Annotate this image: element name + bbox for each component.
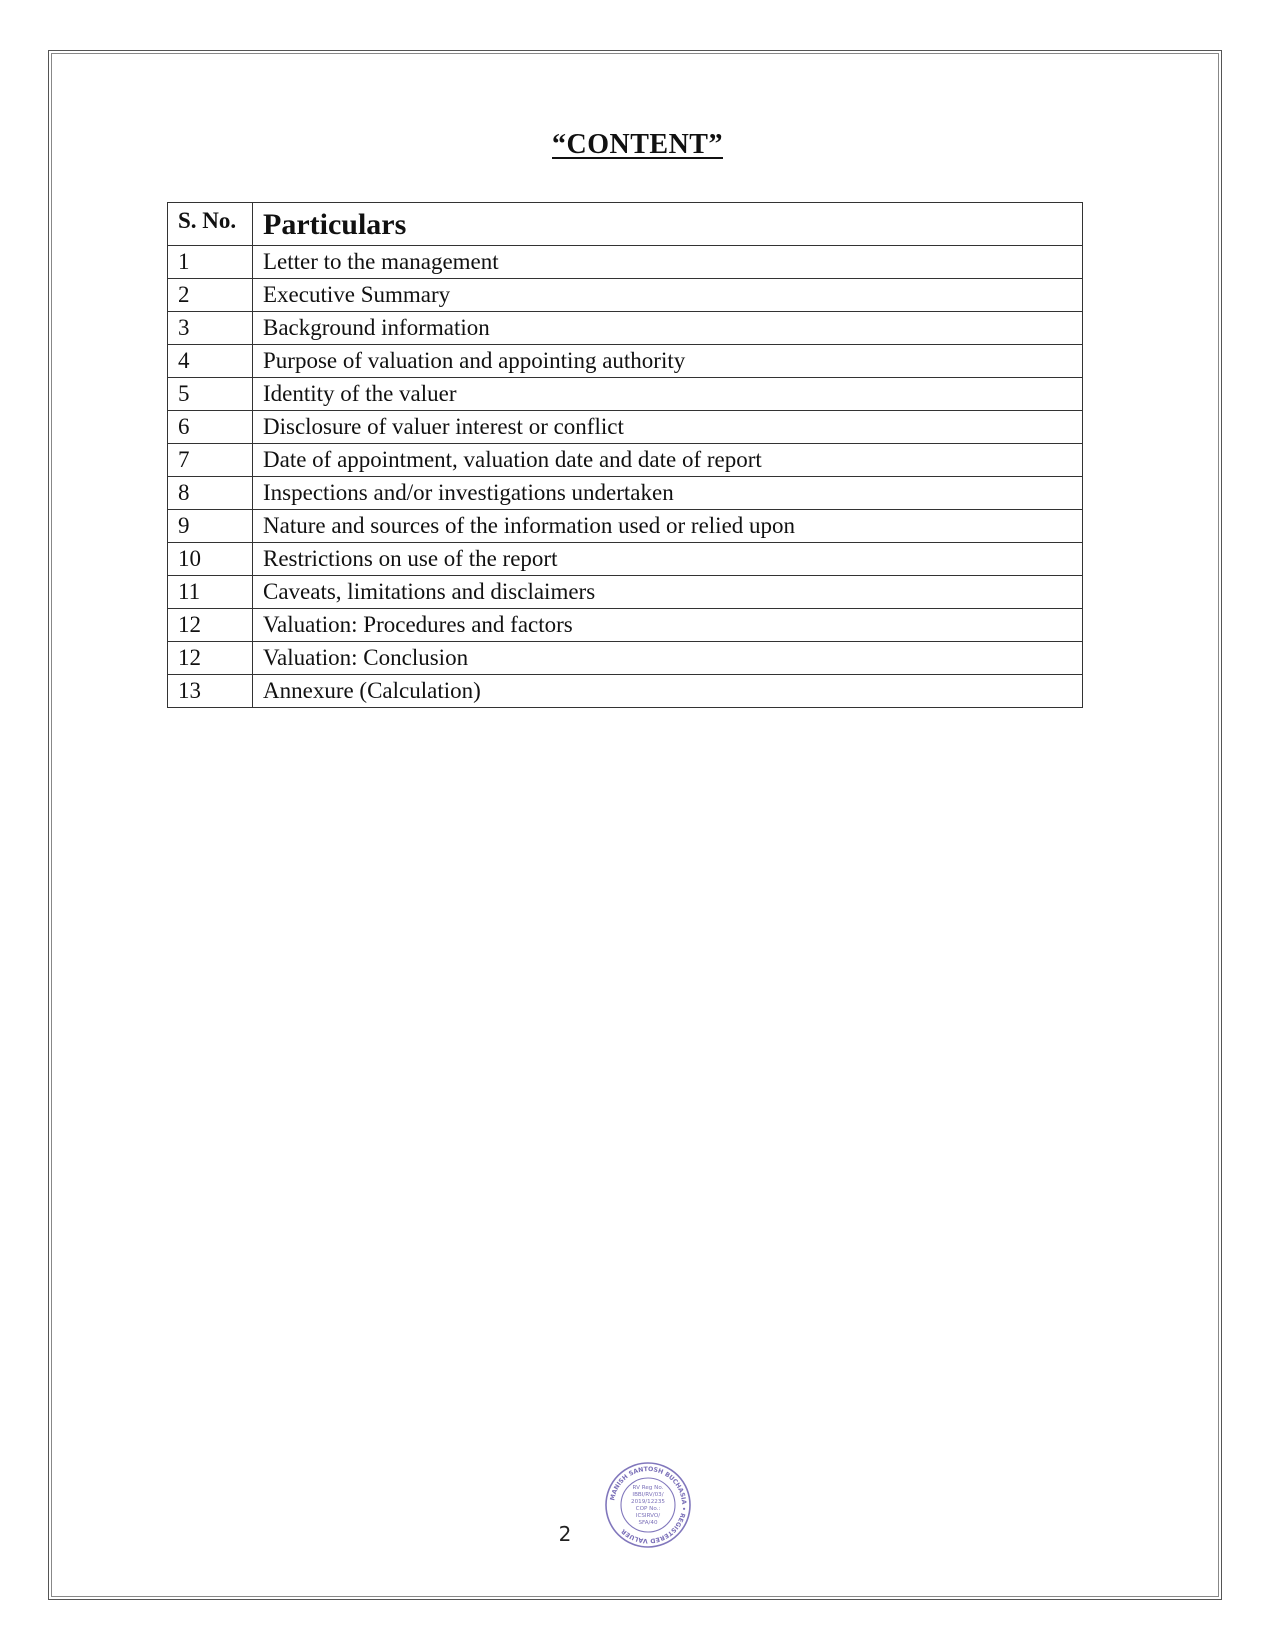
row-serial-number: 9 bbox=[168, 510, 253, 543]
page-number: 2 bbox=[558, 1522, 572, 1546]
table-row bbox=[168, 411, 1083, 444]
row-particular: Purpose of valuation and appointing authority bbox=[253, 345, 1083, 378]
row-serial-number: 3 bbox=[168, 312, 253, 345]
stamp-line: ICSIRVO/ bbox=[635, 1513, 661, 1519]
row-serial-number: 13 bbox=[168, 675, 253, 708]
header-particulars: Particulars bbox=[253, 203, 1083, 246]
row-serial-number: 8 bbox=[168, 477, 253, 510]
row-particular: Inspections and/or investigations undertaken bbox=[253, 477, 1083, 510]
stamp-line: RV Reg No. bbox=[632, 1485, 664, 1491]
row-particular: Executive Summary bbox=[253, 279, 1083, 312]
table-row bbox=[168, 378, 1083, 411]
table-row bbox=[168, 477, 1083, 510]
row-serial-number: 10 bbox=[168, 543, 253, 576]
stamp-line: COP No.: bbox=[635, 1506, 661, 1512]
row-serial-number: 6 bbox=[168, 411, 253, 444]
table-row bbox=[168, 675, 1083, 708]
row-particular: Letter to the management bbox=[253, 246, 1083, 279]
table-row bbox=[168, 642, 1083, 675]
row-serial-number: 4 bbox=[168, 345, 253, 378]
row-serial-number: 12 bbox=[168, 642, 253, 675]
row-serial-number: 7 bbox=[168, 444, 253, 477]
page-title: “CONTENT” bbox=[552, 129, 723, 160]
row-serial-number: 5 bbox=[168, 378, 253, 411]
table-row bbox=[168, 609, 1083, 642]
row-serial-number: 11 bbox=[168, 576, 253, 609]
row-particular: Nature and sources of the information used or relied upon bbox=[253, 510, 1083, 543]
row-particular: Annexure (Calculation) bbox=[253, 675, 1083, 708]
stamp-line: 2019/12235 bbox=[631, 1499, 665, 1505]
table-row bbox=[168, 444, 1083, 477]
contents-table bbox=[167, 202, 1083, 708]
table-row bbox=[168, 510, 1083, 543]
table-row bbox=[168, 312, 1083, 345]
row-particular: Valuation: Conclusion bbox=[253, 642, 1083, 675]
row-particular: Disclosure of valuer interest or conflict bbox=[253, 411, 1083, 444]
row-serial-number: 2 bbox=[168, 279, 253, 312]
row-particular: Restrictions on use of the report bbox=[253, 543, 1083, 576]
table-row bbox=[168, 279, 1083, 312]
table-row bbox=[168, 543, 1083, 576]
header-serial-number: S. No. bbox=[168, 203, 253, 246]
stamp-line: IBBI/RV/03/ bbox=[632, 1492, 664, 1498]
table-row bbox=[168, 246, 1083, 279]
table-row bbox=[168, 576, 1083, 609]
stamp-line: SFA/40 bbox=[638, 1520, 658, 1526]
table-header-row bbox=[168, 203, 1083, 246]
row-particular: Background information bbox=[253, 312, 1083, 345]
row-particular: Identity of the valuer bbox=[253, 378, 1083, 411]
table-row bbox=[168, 345, 1083, 378]
row-particular: Valuation: Procedures and factors bbox=[253, 609, 1083, 642]
stamp-ring-path: MANISH SANTOSH BUCHASIA • REGISTERED VALUER bbox=[609, 1465, 688, 1545]
row-serial-number: 12 bbox=[168, 609, 253, 642]
row-particular: Date of appointment, valuation date and date of report bbox=[253, 444, 1083, 477]
row-particular: Caveats, limitations and disclaimers bbox=[253, 576, 1083, 609]
row-serial-number: 1 bbox=[168, 246, 253, 279]
